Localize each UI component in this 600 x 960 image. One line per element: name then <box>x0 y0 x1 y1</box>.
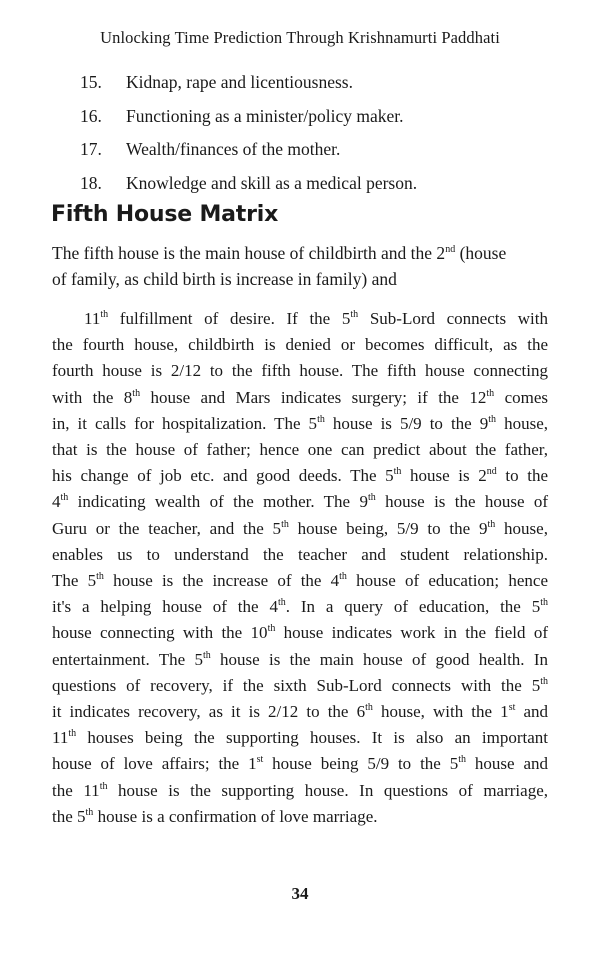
body-paragraph <box>52 306 548 830</box>
ordinal-suffix: th <box>99 780 108 792</box>
ordinal-suffix: th <box>350 309 359 320</box>
ordinal-suffix: th <box>267 623 276 635</box>
ordinal-suffix: th <box>202 649 211 661</box>
list-item-text: Knowledge and skill as a medical person. <box>126 172 418 193</box>
body-text: with the 8 <box>52 387 133 407</box>
body-text: 4 <box>52 492 61 512</box>
intro-paragraph <box>52 240 552 292</box>
ordinal-suffix: st <box>256 754 264 766</box>
intro-text: of family, as child birth is increase in family) and <box>52 269 397 289</box>
ordinal-suffix: th <box>85 806 94 818</box>
ordinal-suffix: th <box>393 466 402 478</box>
body-text: house is the house of <box>375 492 548 512</box>
list-item <box>80 66 417 100</box>
list-item-text: Wealth/finances of the mother. <box>126 139 341 159</box>
list-item-text: Functioning as a minister/policy maker. <box>126 105 404 126</box>
body-text: house of love affairs; the 1 <box>52 754 257 774</box>
body-text: that is the house of father; hence one can predict about the father, <box>52 440 548 460</box>
ordinal-suffix: st <box>508 702 516 714</box>
body-text: house is a confirmation of love marriage. <box>93 806 378 826</box>
body-text: the 11 <box>52 780 100 800</box>
list-item <box>80 167 417 201</box>
body-text: house, <box>495 518 548 538</box>
list-item <box>80 100 417 134</box>
body-text: house indicates work in the field of <box>275 623 548 643</box>
ordinal-suffix: th <box>68 728 77 740</box>
body-line <box>52 751 548 777</box>
body-text: his change of job etc. and good deeds. The 5 <box>52 466 394 486</box>
list-item-text: Kidnap, rape and licentiousness. <box>126 72 353 92</box>
ordinal-suffix: th <box>277 597 286 609</box>
body-line <box>52 489 548 515</box>
body-line <box>52 358 548 384</box>
ordinal-suffix: th <box>132 387 141 399</box>
ordinal-suffix: th <box>339 571 347 583</box>
body-line <box>52 411 548 437</box>
body-text: the fourth house, childbirth is denied or becomes difficult, as the <box>52 335 548 355</box>
body-line <box>52 568 548 594</box>
list-item-number: 15. <box>80 72 102 92</box>
body-text: 11 <box>52 728 69 748</box>
list-item-number: 18. <box>80 172 102 193</box>
body-line <box>52 620 548 646</box>
body-text: house connecting with the 10 <box>52 623 268 643</box>
body-text: it indicates recovery, as it is 2/12 to the 6 <box>52 702 366 722</box>
body-text: the 5 <box>52 806 86 826</box>
body-line <box>52 306 548 332</box>
body-line <box>52 699 548 725</box>
body-text: fourth house is 2/12 to the fifth house. The fifth house connecting <box>52 361 548 381</box>
ordinal-suffix: th <box>540 675 548 687</box>
ordinal-suffix: nd <box>445 244 456 255</box>
body-line <box>52 437 548 463</box>
ordinal-suffix: th <box>458 754 467 766</box>
body-text: Sub-Lord connects with <box>358 309 548 328</box>
body-text: houses being the supporting houses. It is also an important <box>76 728 548 748</box>
numbered-list <box>80 66 417 200</box>
ordinal-suffix: th <box>367 492 376 504</box>
body-line <box>52 725 548 751</box>
body-text: house, with the 1 <box>372 702 509 722</box>
list-item-number: 17. <box>80 139 102 159</box>
list-item <box>80 133 417 167</box>
body-line <box>52 804 548 830</box>
ordinal-suffix: th <box>317 413 325 425</box>
body-text: it's a helping house of the 4 <box>52 597 278 617</box>
body-text: house and Mars indicates surgery; if the 12 <box>140 387 487 407</box>
ordinal-suffix: th <box>60 492 69 504</box>
body-text: house being 5/9 to the 5 <box>263 754 459 774</box>
body-text: . In a query of education, the 5 <box>285 597 541 617</box>
body-text: 11 <box>84 309 101 328</box>
ordinal-suffix: th <box>281 518 289 530</box>
ordinal-suffix: th <box>365 702 373 714</box>
ordinal-suffix: th <box>540 597 548 609</box>
body-text: house, <box>496 413 548 433</box>
body-line <box>52 594 548 620</box>
body-line <box>52 385 548 411</box>
body-text: entertainment. The 5 <box>52 649 203 669</box>
body-line <box>52 673 548 699</box>
running-head: Unlocking Time Prediction Through Krishnamurti Paddhati <box>100 28 500 47</box>
ordinal-suffix: th <box>488 413 497 425</box>
ordinal-suffix: th <box>100 309 109 320</box>
body-text: fulfillment of desire. If the 5 <box>108 309 351 328</box>
intro-text: (house <box>455 243 507 263</box>
body-text: house being, 5/9 to the 9 <box>288 518 488 538</box>
body-line <box>52 647 548 673</box>
body-text: comes <box>494 387 548 407</box>
body-text: Guru or the teacher, and the 5 <box>52 518 282 538</box>
body-text: house is 5/9 to the 9 <box>324 413 489 433</box>
section-heading: Fifth House Matrix <box>51 202 279 227</box>
body-line <box>52 542 548 568</box>
body-line <box>52 516 548 542</box>
ordinal-suffix: th <box>96 571 104 583</box>
body-text: and <box>515 702 549 722</box>
body-text: house of education; hence <box>346 571 548 591</box>
body-text: house is 2 <box>401 466 487 486</box>
body-text: house is the supporting house. In questions of marriage, <box>107 780 548 800</box>
body-text: house and <box>466 754 548 774</box>
body-text: house is the increase of the 4 <box>103 571 340 591</box>
ordinal-suffix: nd <box>486 466 497 478</box>
body-text: questions of recovery, if the sixth Sub-Lord connects with the 5 <box>52 675 541 695</box>
ordinal-suffix: th <box>486 387 495 399</box>
body-text: to the <box>496 466 548 486</box>
body-line <box>52 332 548 358</box>
body-text: The 5 <box>52 571 97 591</box>
page-number: 34 <box>291 884 309 903</box>
list-item-number: 16. <box>80 105 102 126</box>
body-text: in, it calls for hospitalization. The 5 <box>52 413 318 433</box>
body-text: house is the main house of good health. In <box>210 649 549 669</box>
body-text: indicating wealth of the mother. The 9 <box>68 492 368 512</box>
ordinal-suffix: th <box>487 518 496 530</box>
body-line <box>52 778 548 804</box>
body-line <box>52 463 548 489</box>
body-text: enables us to understand the teacher and student relationship. <box>52 544 548 564</box>
intro-text: The fifth house is the main house of childbirth and the 2 <box>52 243 446 263</box>
